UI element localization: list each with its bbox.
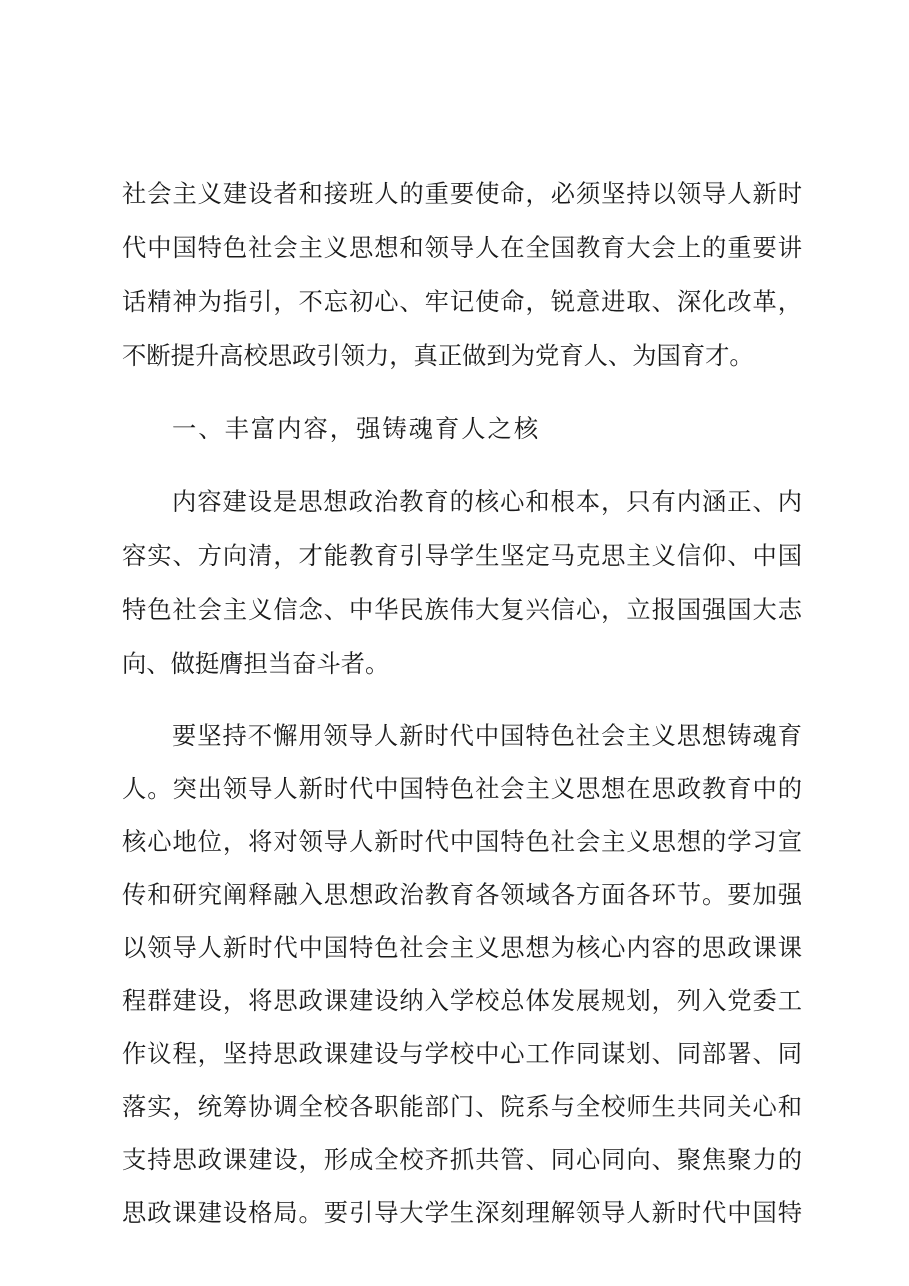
paragraph-3-line-6: 程群建设，将思政课建设纳入学校总体发展规划，列入党委工 (122, 986, 802, 1015)
paragraph-3-line-4: 传和研究阐释融入思想政治教育各领域各方面各环节。要加强 (122, 880, 802, 909)
paragraph-3-line-7: 作议程，坚持思政课建设与学校中心工作同谋划、同部署、同 (122, 1039, 802, 1068)
paragraph-2-line-4: 向、做挺膺担当奋斗者。 (122, 649, 390, 678)
paragraph-1-line-3: 话精神为指引，不忘初心、牢记使命，锐意进取、深化改革， (122, 287, 802, 316)
paragraph-3-line-5: 以领导人新时代中国特色社会主义思想为核心内容的思政课课 (122, 933, 802, 962)
paragraph-3-line-8: 落实，统筹协调全校各职能部门、院系与全校师生共同关心和 (122, 1092, 802, 1121)
paragraph-1-line-2: 代中国特色社会主义思想和领导人在全国教育大会上的重要讲 (122, 233, 802, 262)
paragraph-1-line-1: 社会主义建设者和接班人的重要使命，必须坚持以领导人新时 (122, 179, 802, 208)
paragraph-3-line-3: 核心地位，将对领导人新时代中国特色社会主义思想的学习宣 (122, 827, 802, 856)
paragraph-3-line-9: 支持思政课建设，形成全校齐抓共管、同心同向、聚焦聚力的 (122, 1145, 802, 1174)
paragraph-2-line-2: 容实、方向清，才能教育引导学生坚定马克思主义信仰、中国 (122, 541, 802, 570)
paragraph-1-line-4: 不断提升高校思政引领力，真正做到为党育人、为国育才。 (122, 341, 754, 370)
section-heading: 一、丰富内容，强铸魂育人之核 (172, 414, 541, 443)
paragraph-3-line-2: 人。突出领导人新时代中国特色社会主义思想在思政教育中的 (122, 774, 802, 803)
paragraph-2-line-3: 特色社会主义信念、中华民族伟大复兴信心，立报国强国大志 (122, 595, 802, 624)
paragraph-2-line-1: 内容建设是思想政治教育的核心和根本，只有内涵正、内 (172, 487, 802, 516)
paragraph-3-line-10: 思政课建设格局。要引导大学生深刻理解领导人新时代中国特 (122, 1198, 802, 1227)
paragraph-3-line-1: 要坚持不懈用领导人新时代中国特色社会主义思想铸魂育 (172, 721, 802, 750)
